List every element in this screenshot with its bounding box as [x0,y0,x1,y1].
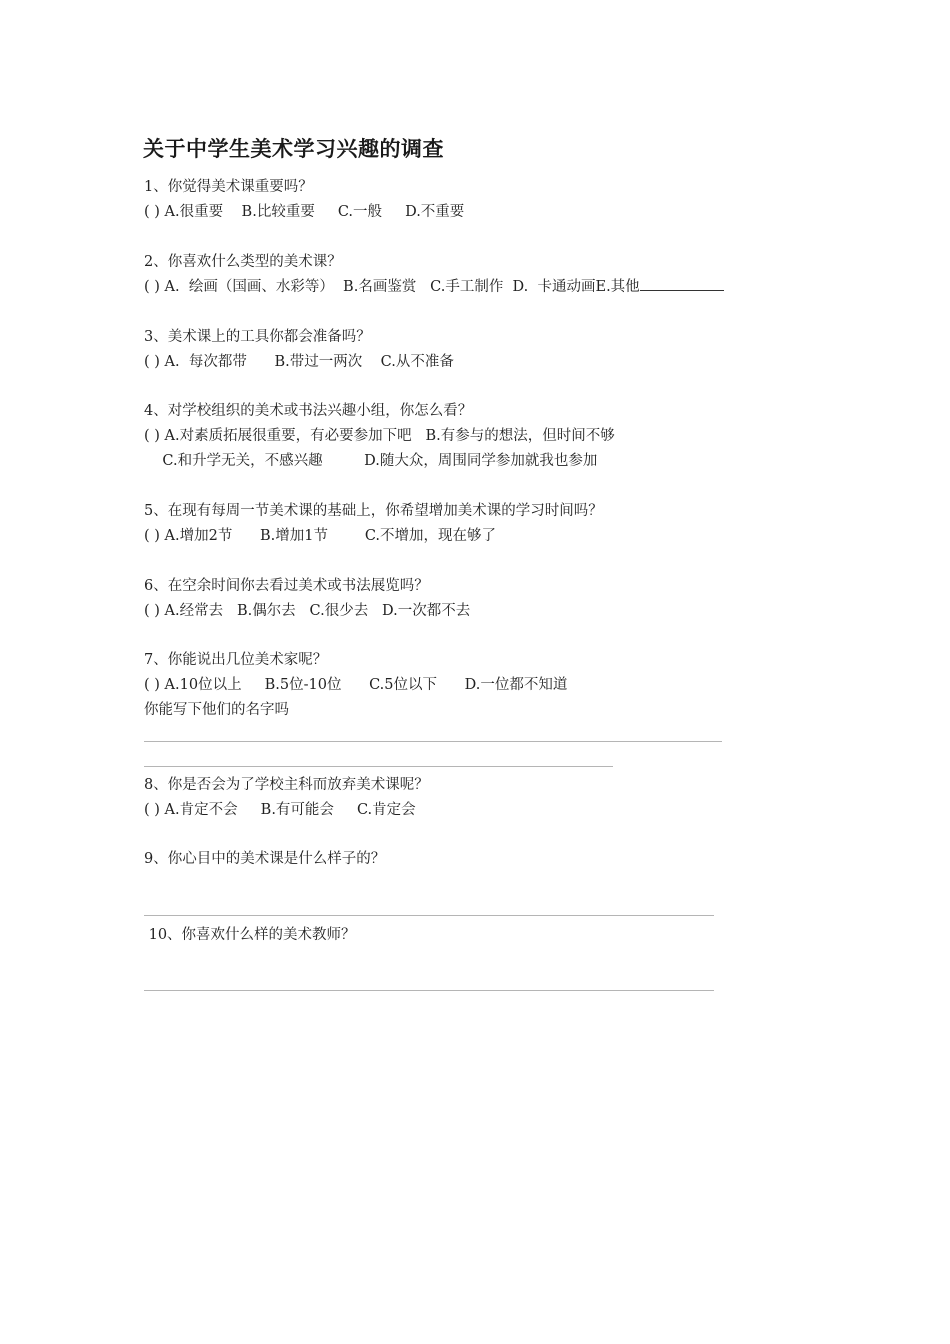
question-9: 9、你心目中的美术课是什么样子的？ [144,851,386,867]
other-answer-blank[interactable] [640,277,724,291]
question-2-options-row [144,277,724,297]
question-8-options: ( ) A.肯定不会 B.有可能会 C.肯定会 [144,802,416,818]
question-6-options: ( ) A.经常去 B.偶尔去 C.很少去 D.一次都不去 [144,603,471,619]
answer-line-7a[interactable] [144,741,722,742]
question-4: 4、对学校组织的美术或书法兴趣小组，你怎么看？ [144,403,473,419]
question-1-options: ( ) A.很重要 B.比较重要 C.一般 D.不重要 [144,204,465,220]
question-5-options: ( ) A.增加2节 B.增加1节 C.不增加，现在够了 [144,528,497,544]
question-4-options-line2: C.和升学无关，不感兴趣 D.随大众，周围同学参加就我也参加 [144,453,598,469]
question-7: 7、你能说出几位美术家呢？ [144,652,328,668]
question-1: 1、你觉得美术课重要吗？ [144,179,313,195]
question-6: 6、在空余时间你去看过美术或书法展览吗？ [144,578,429,594]
question-7-followup: 你能写下他们的名字吗 [144,702,289,718]
question-8: 8、你是否会为了学校主科而放弃美术课呢？ [144,777,429,793]
question-4-options-line1: ( ) A.对素质拓展很重要，有必要参加下吧 B.有参与的想法，但时间不够 [144,428,615,444]
question-3-options: ( ) A. 每次都带 B.带过一两次 C.从不准备 [144,354,454,370]
survey-title: 关于中学生美术学习兴趣的调查 [143,137,444,161]
question-7-options: ( ) A.10位以上 B.5位-10位 C.5位以下 D.一位都不知道 [144,677,568,693]
question-5: 5、在现有每周一节美术课的基础上，你希望增加美术课的学习时间吗？ [144,503,603,519]
question-2: 2、你喜欢什么类型的美术课？ [144,254,342,270]
question-3: 3、美术课上的工具你都会准备吗？ [144,329,371,345]
answer-line-7b[interactable] [144,766,613,767]
answer-line-10[interactable] [144,990,714,991]
answer-line-9[interactable] [144,915,714,916]
question-2-options: ( ) A. 绘画（国画、水彩等） B.名画鉴赏 C.手工制作 D. 卡通动画E.其他 [144,279,640,295]
question-10: 10、你喜欢什么样的美术教师？ [144,927,356,943]
